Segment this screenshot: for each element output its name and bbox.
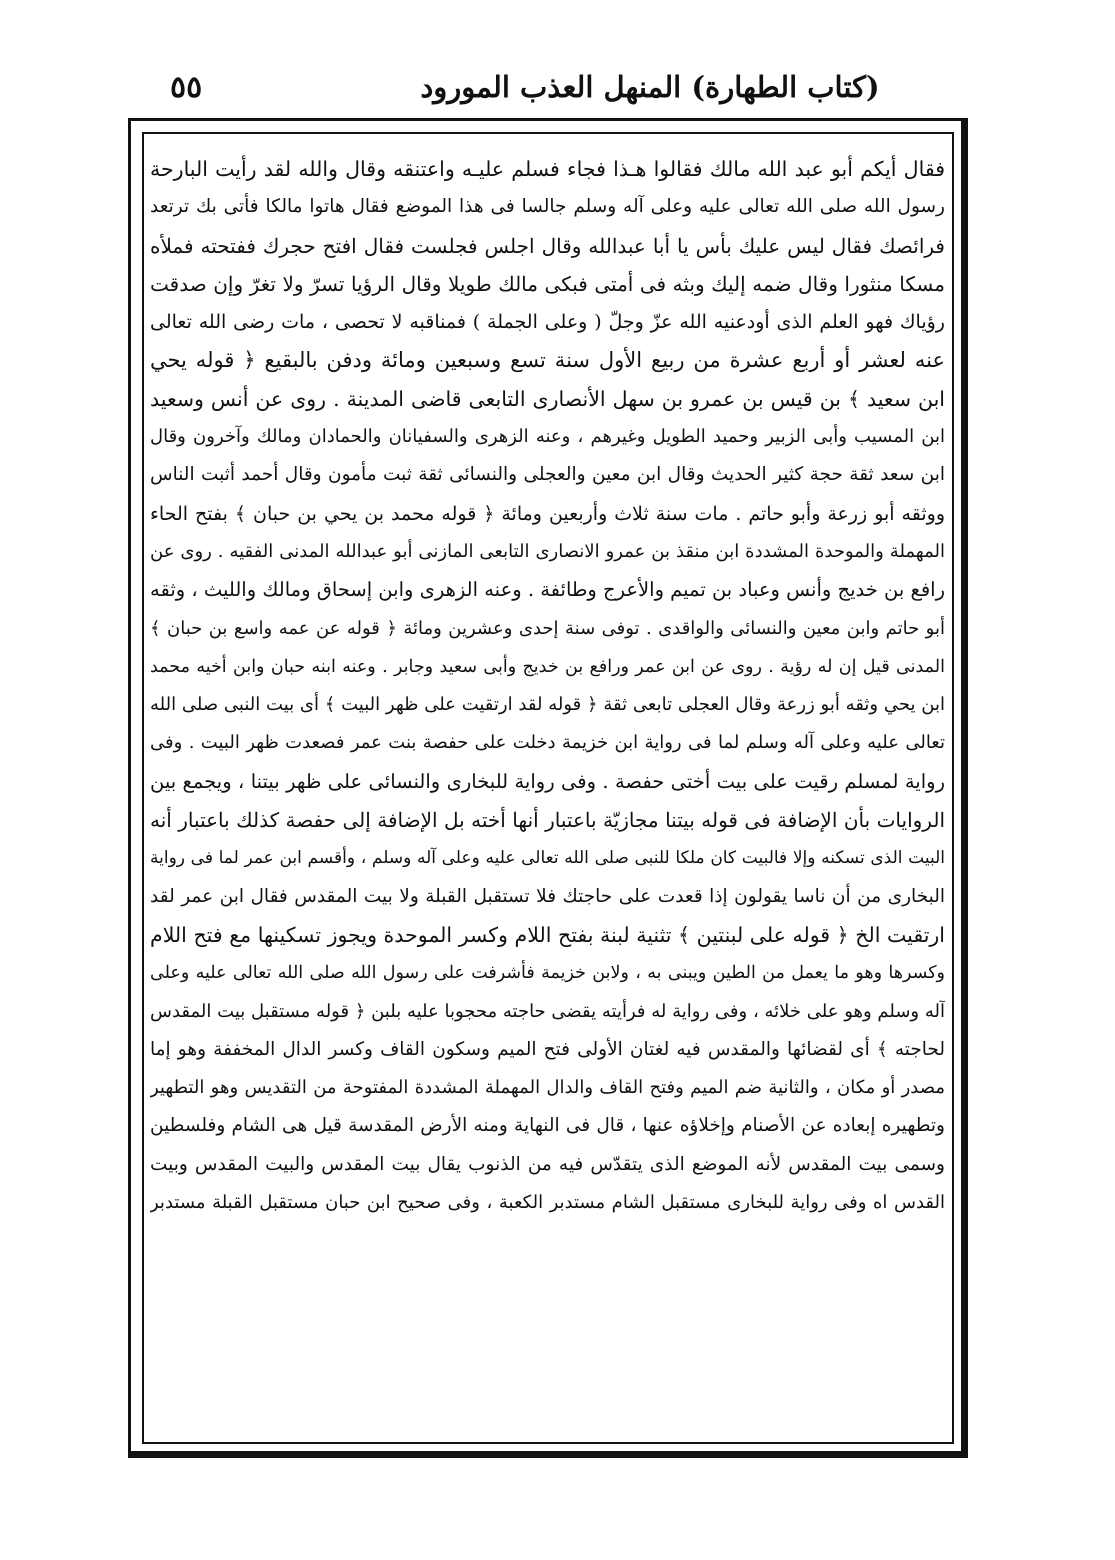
text-line: لحاجته ﴾ أى لقضائها والمقدس فيه لغتان الأولى فتح الميم وسكون القاف وكسر الدال المخففة وهو إما	[150, 1038, 945, 1060]
text-line: ابن سعد ثقة حجة كثير الحديث وقال ابن معين والعجلى والنسائى ثقة ثبت مأمون وقال أحمد أثبت الناس	[150, 464, 945, 486]
text-line: آله وسلم وهو على خلائه ، وفى رواية له فرأيته يقضى حاجته محجوبا عليه بلبن ﴿ قوله مستقبل بيت المقدس	[150, 1000, 945, 1022]
page-number: ٥٥	[170, 70, 203, 105]
text-line: ارتقيت الخ ﴿ قوله على لبنتين ﴾ تثنية لبنة بفتح اللام وكسر الموحدة ويجوز تسكينها مع فتح اللام	[150, 922, 945, 947]
text-line: أبو حاتم وابن معين والنسائى والواقدى . توفى سنة إحدى وعشرين ومائة ﴿ قوله عن عمه واسع بن حبان ﴾	[150, 617, 945, 639]
text-line: مسكا منثورا وقال ضمه إليك وبثه فى أمتى فبكى مالك طويلا وقال الرؤيا تسرّ ولا تغرّ وإن صدقت	[150, 271, 945, 296]
text-line: عنه لعشر أو أربع عشرة من ربيع الأول سنة تسع وسبعين ومائة ودفن بالبقيع ﴿ قوله يحي	[150, 348, 945, 373]
text-line: تعالى عليه وعلى آله وسلم لما فى رواية ابن خزيمة دخلت على حفصة بنت عمر فصعدت ظهر البيت . وفى	[150, 732, 945, 754]
text-line: وسمى بيت المقدس لأنه الموضع الذى يتقدّس فيه من الذنوب يقال بيت المقدس والبيت المقدس وبيت	[150, 1153, 945, 1175]
text-line: رؤياك فهو العلم الذى أودعنيه الله عزّ وجلّ ( وعلى الجملة ) فمناقبه لا تحصى ، مات رضى الله تعالى	[150, 311, 945, 334]
text-line: رواية لمسلم رقيت على بيت أختى حفصة . وفى رواية للبخارى والنسائى على ظهر بيتنا ، ويجمع بين	[150, 769, 945, 793]
text-line: القدس اه وفى رواية للبخارى مستقبل الشام مستدبر الكعبة ، وفى صحيح ابن حبان مستقبل القبلة مستدبر	[150, 1192, 945, 1214]
text-line: مصدر أو مكان ، والثانية ضم الميم وفتح القاف والدال المهملة المشددة المفتوحة من التقديس وهو التطهير	[150, 1077, 945, 1099]
text-line: ابن المسيب وأبى الزبير وحميد الطويل وغيرهم ، وعنه الزهرى والسفيانان والحمادان ومالك وآخرون وقال	[150, 426, 945, 448]
body-text	[150, 150, 945, 1222]
text-line: فرائصك فقال ليس عليك بأس يا أبا عبدالله وقال اجلس فجلست فقال افتح حجرك ففتحته فملأه	[150, 233, 945, 258]
text-line: المهملة والموحدة المشددة ابن منقذ بن عمرو الانصارى التابعى المازنى أبو عبدالله المدنى الفقيه . روى عن	[150, 540, 945, 562]
text-line: الروايات بأن الإضافة فى قوله بيتنا مجازيّة باعتبار أنها أخته بل الإضافة إلى حفصة كذلك باعتبار أنه	[150, 808, 945, 833]
page-header	[130, 62, 970, 112]
text-line: رسول الله صلى الله تعالى عليه وعلى آله وسلم جالسا فى هذا الموضع فقال هاتوا مالكا فأتى بك ترتعد	[150, 196, 945, 218]
text-line: البيت الذى تسكنه وإلا فالبيت كان ملكا للنبى صلى الله تعالى عليه وعلى آله وسلم ، وأقسم ابن عمر لما فى رواية	[150, 848, 945, 869]
text-line: البخارى من أن ناسا يقولون إذا قعدت على حاجتك فلا تستقبل القبلة ولا بيت المقدس فقال ابن عمر لقد	[150, 885, 945, 907]
text-line: ووثقه أبو زرعة وأبو حاتم . مات سنة ثلاث وأربعين ومائة ﴿ قوله محمد بن يحي بن حبان ﴾ بفتح الحاء	[150, 502, 945, 525]
running-title: (كتاب الطهارة) المنهل العذب المورود	[420, 70, 880, 104]
text-line: رافع بن خديج وأنس وعباد بن تميم والأعرج وطائفة . وعنه الزهرى وابن إسحاق ومالك والليث ، وثقه	[150, 578, 945, 602]
text-line: المدنى قيل إن له رؤية . روى عن ابن عمر ورافع بن خديج وأبى سعيد وجابر . وعنه ابنه حبان وابن أخيه محمد	[150, 656, 945, 677]
text-line: ابن سعيد ﴾ بن قيس بن عمرو بن سهل الأنصارى التابعى قاضى المدينة . روى عن أنس وسعيد	[150, 386, 945, 411]
text-line: وكسرها وهو ما يعمل من الطين ويبنى به ، ولابن خزيمة فأشرفت على رسول الله صلى الله تعالى عليه وعلى	[150, 963, 945, 984]
text-line: فقال أيكم أبو عبد الله مالك فقالوا هـذا فجاء فسلم عليـه واعتنقه وقال والله لقد رأيت البارحة	[150, 157, 945, 181]
text-line: ابن يحي وثقه أبو زرعة وقال العجلى تابعى ثقة ﴿ قوله لقد ارتقيت على ظهر البيت ﴾ أى بيت النبى صلى الله	[150, 694, 945, 716]
text-line: وتطهيره إبعاده عن الأصنام وإخلاؤه عنها ، قال فى النهاية ومنه الأرض المقدسة قيل هى الشام وفلسطين	[150, 1115, 945, 1137]
